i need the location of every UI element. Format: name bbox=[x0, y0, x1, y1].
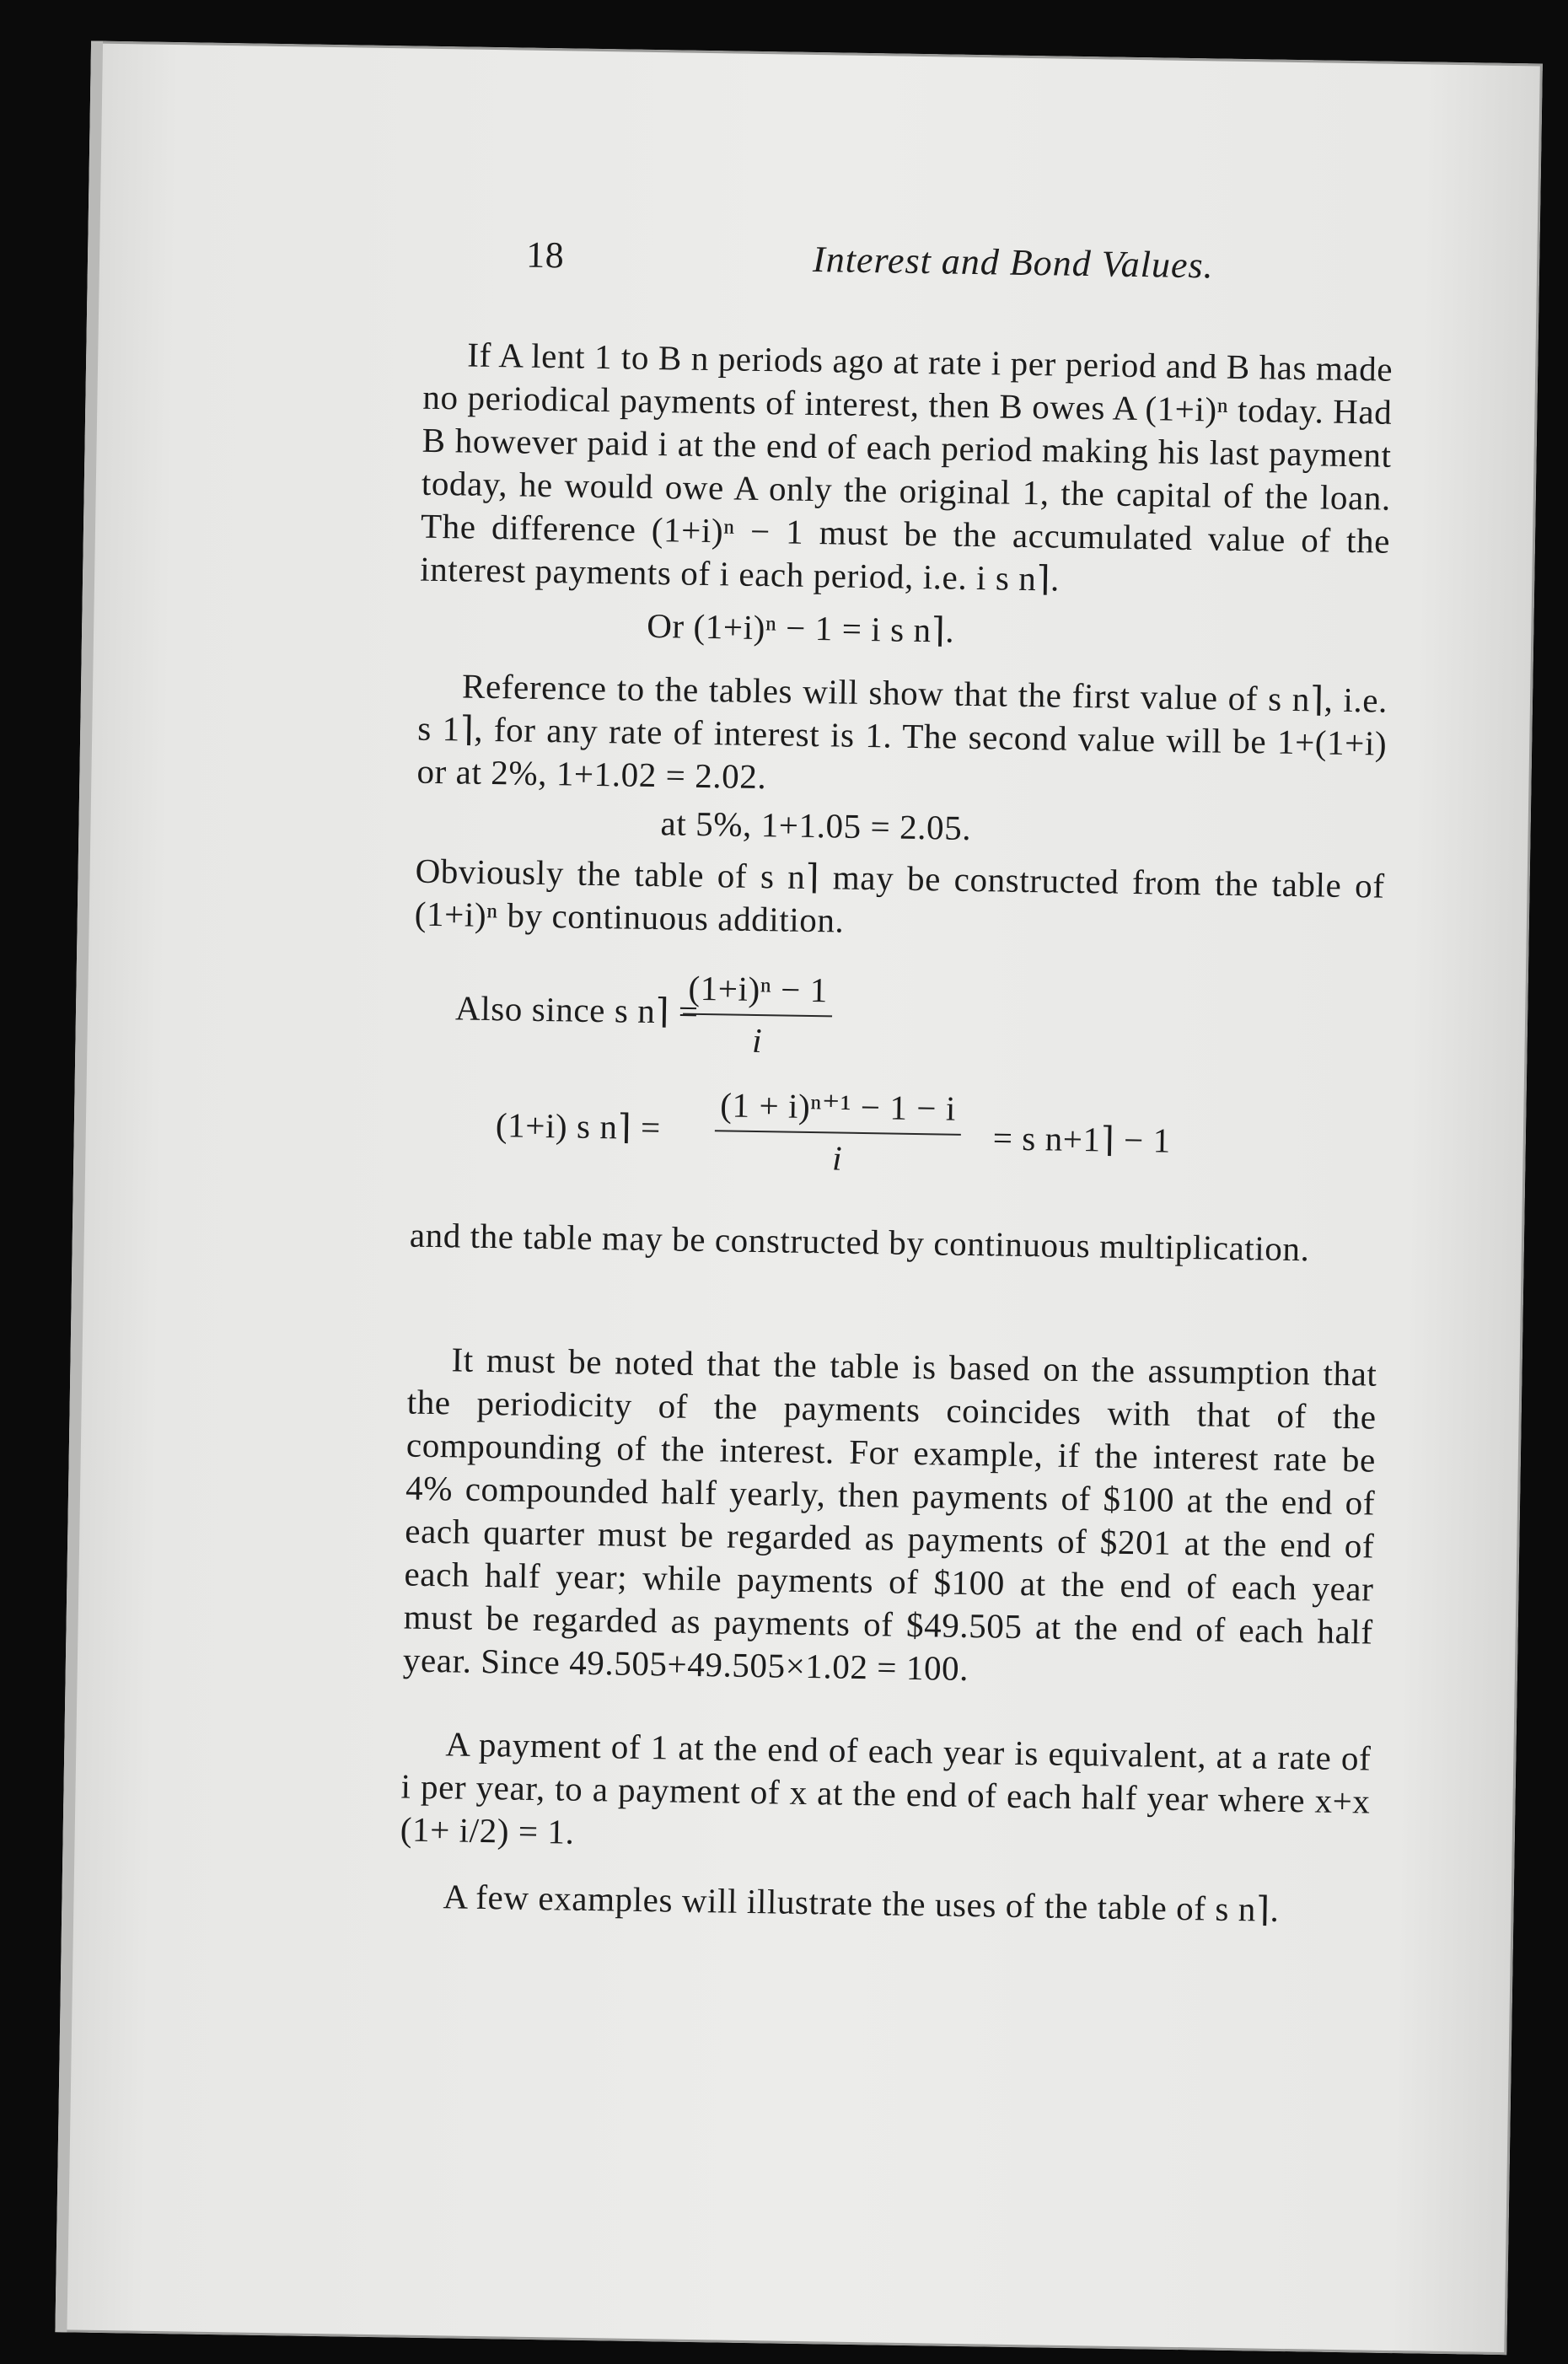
paragraph-loan-explanation: If A lent 1 to B n periods ago at rate i per period and B has made no periodical payments of interest, then B owes A (1+i)ⁿ today. Had B however paid i at the end of each period making his last payment today, he would owe A only the original 1, the capital of the loan. The difference (1+i)ⁿ − 1 must be the accumulated value of the interest payments of i each period, i.e. i s n⌉. bbox=[419, 335, 1393, 599]
paragraph-equivalent-payment: A payment of 1 at the end of each year is equivalent, at a rate of i per year, to a payment of x at the end of each half year where x+x (1+ i/2) = 1. bbox=[400, 1724, 1372, 1851]
page-number: 18 bbox=[525, 234, 565, 277]
fraction-also-since bbox=[682, 967, 833, 1064]
equation-also-since-lead: Also since s n⌉ = bbox=[454, 988, 699, 1031]
paragraph-periodicity-note: It must be noted that the table is based on the assumption that the periodicity of the payments coincides with that of the compounding of the interest. For example, if the interest rate be 4% compounded half yearly, then payments of $100 at the end of each quarter must be regarded as payments of $201 at the end of each half year; while payments of $100 at the end of each year must be regarded as payments of $49.505 at the end of each half year. Since 49.505+49.505×1.02 = 100. bbox=[402, 1340, 1377, 1689]
equation-multiplication-tail: = s n+1⌉ − 1 bbox=[992, 1118, 1172, 1160]
paragraph-examples-intro: A few examples will illustrate the uses of the table of s n⌉. bbox=[443, 1877, 1280, 1929]
fraction-denominator: i bbox=[751, 1020, 763, 1061]
book-page bbox=[55, 40, 1542, 2355]
paragraph-continuous-multiplication: and the table may be constructed by continuous multiplication. bbox=[409, 1215, 1310, 1269]
paragraph-table-reference: Reference to the tables will show that the first value of s n⌉, i.e. s 1⌉, for any rate of interest is 1. The second value will be 1+(1+i) or at 2%, 1+1.02 = 2.02. bbox=[416, 666, 1388, 797]
fraction-numerator: (1 + i)ⁿ⁺¹ − 1 − i bbox=[715, 1083, 961, 1136]
fraction-multiplication bbox=[714, 1083, 961, 1182]
paragraph-continuous-addition: Obviously the table of s n⌉ may be constructed from the table of (1+i)ⁿ by continuous addition. bbox=[414, 851, 1385, 940]
page-content bbox=[399, 232, 1394, 1933]
running-head bbox=[425, 232, 1395, 298]
equation-multiplication-lead: (1+i) s n⌉ = bbox=[495, 1105, 662, 1147]
running-title: Interest and Bond Values. bbox=[812, 238, 1215, 287]
equation-or: Or (1+i)ⁿ − 1 = i s n⌉. bbox=[646, 605, 955, 650]
equation-also-since bbox=[412, 963, 1383, 1071]
spacer bbox=[408, 1257, 1378, 1353]
fraction-denominator: i bbox=[831, 1138, 843, 1178]
fraction-numerator: (1+i)ⁿ − 1 bbox=[683, 967, 833, 1018]
equation-multiplication bbox=[411, 1079, 1382, 1195]
equation-five-percent: at 5%, 1+1.05 = 2.05. bbox=[660, 803, 972, 847]
